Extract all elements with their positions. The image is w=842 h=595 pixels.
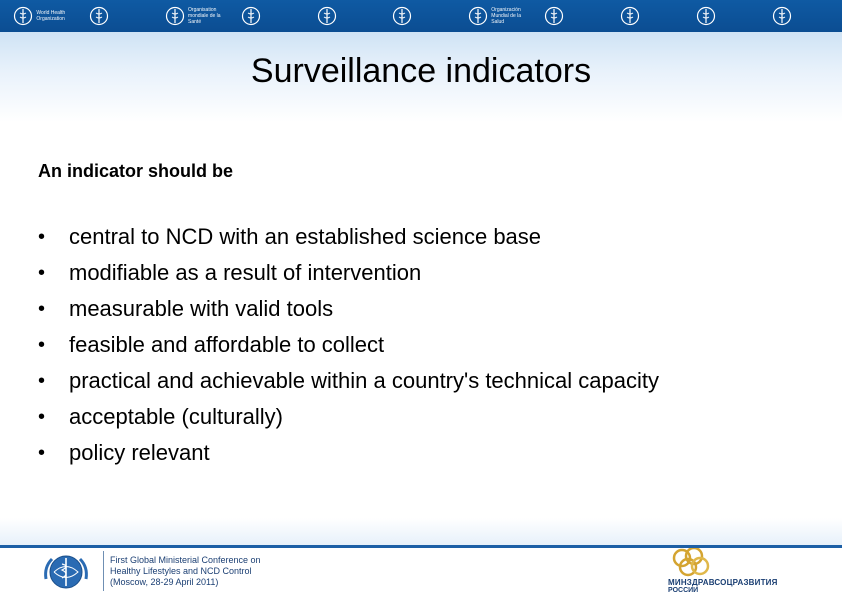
who-emblem-icon [241, 6, 261, 26]
bullet-icon: • [38, 225, 46, 248]
ministry-name: МИНЗДРАВСОЦРАЗВИТИЯ [668, 578, 778, 587]
conference-line: (Moscow, 28-29 April 2011) [110, 577, 219, 587]
list-item [38, 363, 659, 399]
bullet-text: measurable with valid tools [69, 296, 334, 321]
bullet-text: practical and achievable within a country's technical capacity [69, 368, 659, 393]
logo-item [165, 4, 222, 28]
logo-text: World Health Organization [36, 10, 66, 22]
ministry-logo [668, 548, 786, 594]
ministry-rings-icon [668, 548, 718, 578]
conference-line: First Global Ministerial Conference on [110, 555, 261, 565]
bullet-icon: • [38, 441, 46, 464]
footer-divider [103, 551, 104, 591]
bullet-icon: • [38, 405, 46, 428]
list-item [38, 219, 659, 255]
conference-line: Healthy Lifestyles and NCD Control [110, 566, 252, 576]
logo-text: Organisation mondiale de la Santé [188, 7, 221, 25]
logo-item [620, 4, 677, 28]
bullet-icon: • [38, 333, 46, 356]
list-item [38, 435, 659, 471]
logo-item [241, 4, 298, 28]
bullet-text: central to NCD with an established science base [69, 224, 542, 249]
slide-subtitle: An indicator should be [38, 161, 234, 181]
who-emblem-icon [13, 6, 33, 26]
bullet-text: modifiable as a result of intervention [69, 260, 422, 285]
list-item [38, 399, 659, 435]
bullet-list [38, 219, 659, 471]
who-emblem-icon [392, 6, 412, 26]
logo-item [89, 4, 146, 28]
logo-item [392, 4, 449, 28]
logo-item [544, 4, 601, 28]
bullet-icon: • [38, 297, 46, 320]
list-item [38, 255, 659, 291]
bullet-icon: • [38, 369, 46, 392]
who-emblem-icon [696, 6, 716, 26]
logo-item [13, 4, 70, 28]
conference-caption [110, 555, 310, 588]
who-emblem-icon [544, 6, 564, 26]
who-emblem-icon [468, 6, 488, 26]
logo-text: Organización Mundial de la Salud [491, 7, 522, 25]
list-item [38, 291, 659, 327]
who-emblem-icon [40, 549, 92, 595]
who-emblem-icon [772, 6, 792, 26]
who-emblem-icon [620, 6, 640, 26]
list-item [38, 327, 659, 363]
slide-title: Surveillance indicators [250, 52, 592, 90]
bullet-text: policy relevant [69, 440, 210, 465]
bullet-text: acceptable (culturally) [69, 404, 283, 429]
who-emblem-icon [89, 6, 109, 26]
logo-item [317, 4, 374, 28]
ministry-subname: РОССИИ [668, 587, 699, 594]
logo-strip [0, 0, 842, 32]
logo-item [468, 4, 525, 28]
logo-item [696, 4, 753, 28]
who-emblem-icon [317, 6, 337, 26]
logo-item [772, 4, 829, 28]
bullet-text: feasible and affordable to collect [69, 332, 385, 357]
bullet-icon: • [38, 261, 46, 284]
footer-gradient [0, 518, 842, 546]
who-emblem-icon [165, 6, 185, 26]
